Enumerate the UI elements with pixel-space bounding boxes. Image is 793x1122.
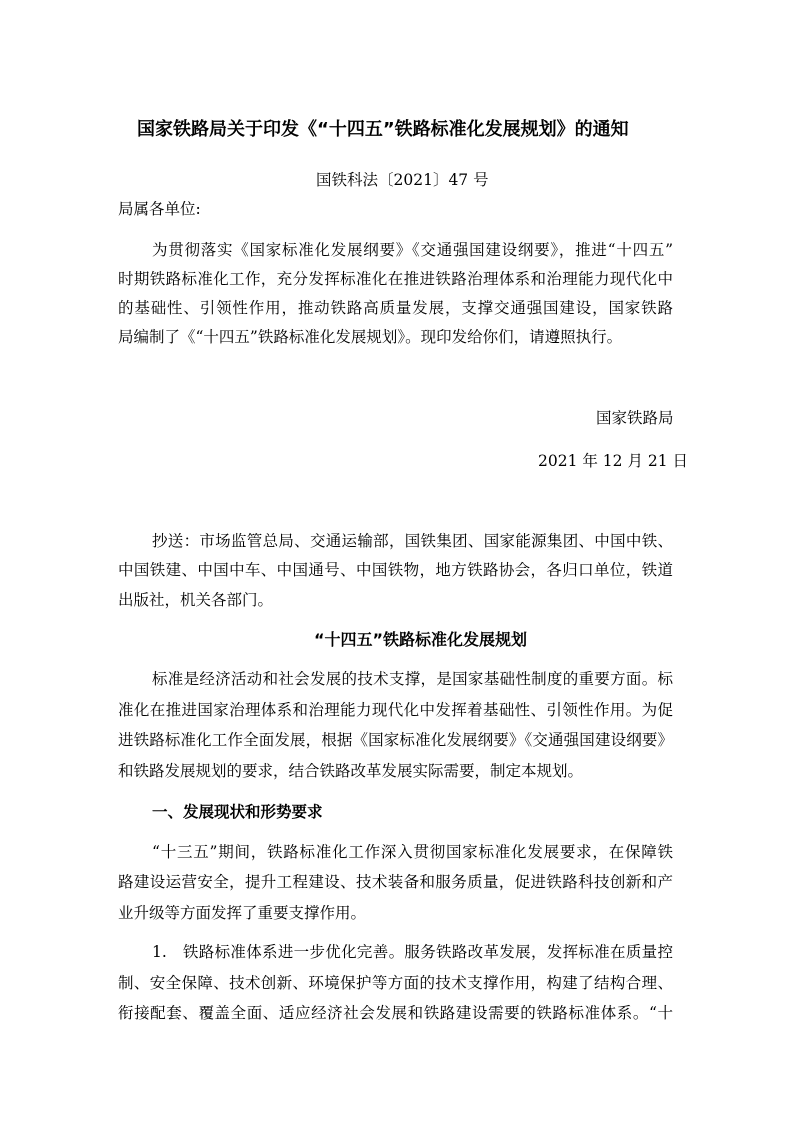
document-number: 国铁科法〔2021〕47 号 bbox=[316, 171, 489, 189]
item1-line: 制、安全保障、技术创新、环境保护等方面的技术支撑作用，构建了结构合理、 bbox=[118, 974, 673, 992]
plan-intro-line: 和铁路发展规划的要求，结合铁路改革发展实际需要，制定本规划。 bbox=[118, 762, 584, 780]
intro-line: 为贯彻落实《国家标准化发展纲要》《交通强国建设纲要》，推进“十四五” bbox=[152, 241, 673, 259]
plan-title: “十四五”铁路标准化发展规划 bbox=[314, 630, 528, 649]
addressee: 局属各单位: bbox=[118, 200, 201, 218]
item1-line: 衔接配套、覆盖全面、适应经济社会发展和铁路建设需要的铁路标准体系。“十 bbox=[118, 1004, 673, 1022]
cc-line: 中国铁建、中国中车、中国通号、中国铁物，地方铁路协会，各归口单位，铁道 bbox=[118, 561, 673, 579]
plan-intro-line: 进铁路标准化工作全面发展，根据《国家标准化发展纲要》《交通强国建设纲要》 bbox=[118, 731, 673, 749]
section1-line: 路建设运营安全，提升工程建设、技术装备和服务质量，促进铁路科技创新和产 bbox=[118, 873, 673, 891]
signer: 国家铁路局 bbox=[596, 409, 674, 427]
section1-line: 业升级等方面发挥了重要支撑作用。 bbox=[118, 904, 367, 922]
cc-line: 出版社，机关各部门。 bbox=[118, 591, 274, 609]
plan-intro-line: 准化在推进国家治理体系和治理能力现代化中发挥着基础性、引领性作用。为促 bbox=[118, 701, 673, 719]
intro-line: 局编制了《“十四五”铁路标准化发展规划》。现印发给你们，请遵照执行。 bbox=[118, 328, 623, 346]
intro-line: 的基础性、引领性作用，推动铁路高质量发展，支撑交通强国建设，国家铁路 bbox=[118, 299, 673, 317]
item1-line: 1. 铁路标准体系进一步优化完善。服务铁路改革发展，发挥标准在质量控 bbox=[152, 943, 673, 961]
cc-line: 抄送：市场监管总局、交通运输部，国铁集团、国家能源集团、中国中铁、 bbox=[152, 532, 673, 550]
intro-line: 时期铁路标准化工作，充分发挥标准化在推进铁路治理体系和治理能力现代化中 bbox=[118, 270, 673, 288]
document-title: 国家铁路局关于印发《“十四五”铁路标准化发展规划》的通知 bbox=[137, 119, 629, 140]
signature-date: 2021 年 12 月 21 日 bbox=[538, 452, 689, 470]
section-heading: 一、发展现状和形势要求 bbox=[152, 803, 323, 821]
section1-line: “十三五”期间，铁路标准化工作深入贯彻国家标准化发展要求，在保障铁 bbox=[152, 843, 673, 861]
plan-intro-line: 标准是经济活动和社会发展的技术支撑，是国家基础性制度的重要方面。标 bbox=[152, 670, 673, 688]
